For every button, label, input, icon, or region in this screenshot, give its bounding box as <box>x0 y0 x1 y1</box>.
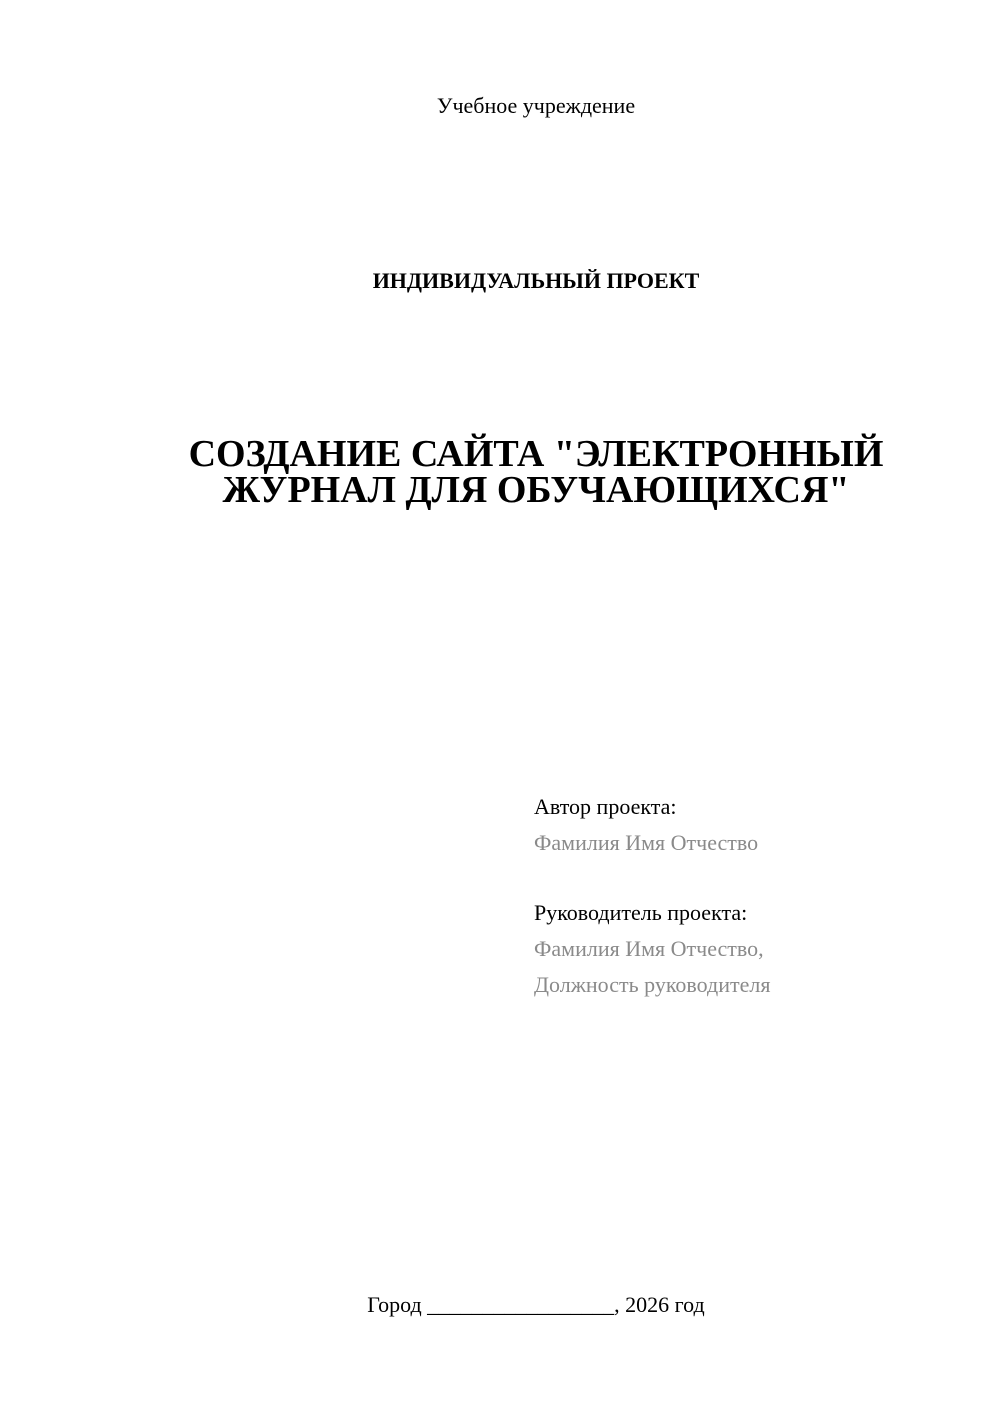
document-type: ИНДИВИДУАЛЬНЫЙ ПРОЕКТ <box>372 268 700 293</box>
author-label: Автор проекта: <box>534 794 677 819</box>
supervisor-name: Фамилия Имя Отчество, <box>534 936 764 961</box>
institution-name: Учебное учреждение <box>436 93 636 118</box>
project-info-block <box>534 789 770 1003</box>
info-spacer <box>534 861 770 895</box>
author-name: Фамилия Имя Отчество <box>534 830 759 855</box>
project-title-line-1: СОЗДАНИЕ САЙТА "ЭЛЕКТРОННЫЙ <box>188 433 884 475</box>
supervisor-label: Руководитель проекта: <box>534 900 748 925</box>
project-title-line-2: ЖУРНАЛ ДЛЯ ОБУЧАЮЩИХСЯ" <box>222 469 850 511</box>
city-year-footer: Город _________________, 2026 год <box>367 1292 705 1317</box>
supervisor-position: Должность руководителя <box>534 972 771 997</box>
project-title <box>0 433 1000 511</box>
